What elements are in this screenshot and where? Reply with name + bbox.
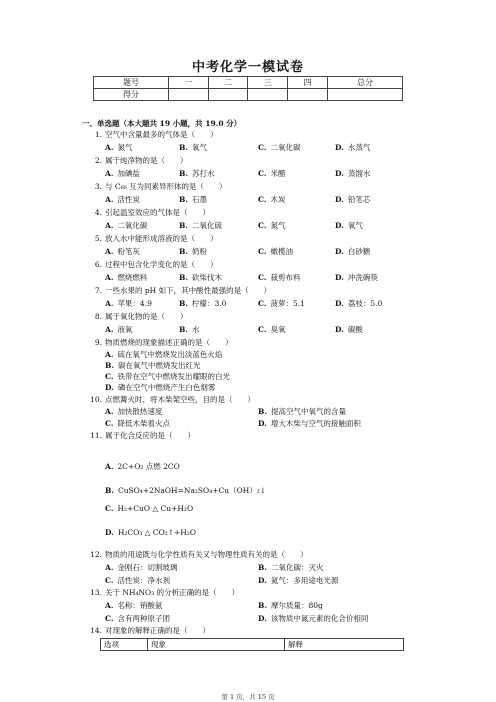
q2-option-c: C. 米醋 [258,169,286,178]
q14-header-cell: 选项 [101,639,148,651]
q11-option-d: D. H₂CO₃ △ CO₂↑+H₂O [105,528,196,537]
q5-option-d: D. 白砂糖 [335,247,371,256]
q6-option-b: B. 砍柴伐木 [179,273,222,282]
q14-header-cell: 现象 [148,639,285,651]
score-row-label: 得分 [94,89,169,101]
score-table [93,76,403,101]
question-2: 2. 属于纯净物的是（ ） [94,156,188,165]
score-cell [327,89,402,101]
q1-option-a: A. 氮气 [105,143,133,152]
q6-option-c: C. 裁剪布料 [258,273,301,282]
question-11: 11. 属于化合反应的是（ ） [90,431,195,440]
q9-option-a: A. 硫在氧气中燃烧发出淡蓝色火焰 [105,350,223,359]
score-header-cell: 三 [248,77,288,89]
question-3: 3. 与 C₆₀ 互为同素异形体的是（ ） [94,182,227,191]
q7-option-a: A. 苹果：4.9 [105,299,152,308]
score-cell [248,89,288,101]
q6-option-a: A. 燃烧燃料 [105,273,148,282]
question-12: 12. 物质的用途既与化学性质有关又与物理性质有关的是（ ） [90,550,308,559]
score-table-score-row [94,89,403,101]
q14-table [100,638,404,651]
q4-option-b: B. 二氧化硫 [179,221,222,230]
q1-option-b: B. 氧气 [179,143,207,152]
q5-option-a: A. 粉笔灰 [105,247,140,256]
score-table-header-row [94,77,403,89]
q2-option-a: A. 加碘盐 [105,169,140,178]
q4-option-c: C. 氮气 [258,221,286,230]
question-13: 13. 关于 NH₄NO₃ 的分析正确的是（ ） [90,588,240,597]
q9-option-b: B. 碳在氧气中燃烧发出红光 [105,361,201,370]
q5-option-c: C. 橄榄油 [258,247,293,256]
q11-option-a: A. 2C+O₂ 点燃 2CO [105,462,180,471]
question-1: 1. 空气中含量最多的气体是（ ） [94,130,218,139]
q14-header-row [101,639,404,651]
question-6: 6. 过程中包含化学变化的是（ ） [94,260,218,269]
q10-option-c: C. 降低木柴着火点 [105,419,170,428]
q1-option-d: D. 水蒸气 [335,143,371,152]
q13-option-d: D. 该物质中氮元素的化合价相同 [258,614,369,623]
score-cell [288,89,328,101]
q8-option-d: D. 碳酸 [335,325,363,334]
q13-option-b: B. 摩尔质量：80g [258,601,323,610]
q11-option-c: C. H₂+CuO △ Cu+H₂O [105,504,194,513]
q10-option-a: A. 加快散热速度 [105,407,163,416]
q7-option-d: D. 荔枝：5.0 [335,299,383,308]
q10-option-d: D. 增大木柴与空气的接触面积 [258,419,361,428]
q1-option-c: C. 二氧化碳 [258,143,301,152]
score-header-cell: 总分 [327,77,402,89]
q8-option-b: B. 水 [179,325,200,334]
question-10: 10. 点燃篝火时，将木柴架空些，目的是（ ） [90,395,255,404]
q12-option-c: C. 活性炭：净水剂 [105,576,170,585]
q2-option-b: B. 苏打水 [179,169,215,178]
q5-option-b: B. 奶粉 [179,247,207,256]
q4-option-d: D. 氧气 [335,221,363,230]
page-footer: 第 1 页，共 15 页 [221,693,275,701]
question-5: 5. 放入水中能形成溶液的是（ ） [94,234,218,243]
q9-option-d: D. 磷在空气中燃烧产生白色烟雾 [105,383,216,392]
q10-option-b: B. 提高空气中氧气的含量 [258,407,346,416]
q14-header-cell: 解释 [285,639,404,651]
question-14: 14. 对现象的解释正确的是（ ） [90,626,210,635]
q7-option-c: C. 菠萝：5.1 [258,299,305,308]
score-header-cell: 一 [169,77,209,89]
score-header-cell: 四 [288,77,328,89]
q3-option-a: A. 活性炭 [105,195,140,204]
q11-option-b: B. CuSO₄+2NaOH=Na₂SO₄+Cu（OH）₂↓ [105,486,267,495]
q13-option-a: A. 名称：销酸氨 [105,601,163,610]
q6-option-d: D. 冲洗碗筷 [335,273,378,282]
q8-option-a: A. 液氧 [105,325,133,334]
q7-option-b: B. 柠檬：3.0 [179,299,227,308]
q13-option-c: C. 含有两种原子团 [105,614,170,623]
q8-option-c: C. 臭氧 [258,325,286,334]
question-9: 9. 物质燃烧的现象描述正确的是（ ） [94,338,233,347]
q3-option-d: D. 铅笔芯 [335,195,371,204]
score-header-cell: 题号 [94,77,169,89]
q9-option-c: C. 铁带在空气中燃烧发出耀眼的白光 [105,372,230,381]
score-cell [208,89,248,101]
q3-option-c: C. 木炭 [258,195,286,204]
question-7: 7. 一些水果的 pH 如下，其中酸性最强的是（ ） [94,286,272,295]
q12-option-b: B. 二氧化碳：灭火 [258,563,324,572]
score-cell [169,89,209,101]
page-title: 中考化学一模试卷 [191,60,304,75]
q4-option-a: A. 二氧化碳 [105,221,148,230]
q2-option-d: D. 蒸馏水 [335,169,371,178]
q12-option-a: A. 金刚石：切割玻璃 [105,563,178,572]
section-heading: 一、单选题（本大题共 19 小题，共 19.0 分） [82,119,242,128]
question-4: 4. 引起温室效应的气体是（ ） [94,208,210,217]
score-header-cell: 二 [208,77,248,89]
q3-option-b: B. 石墨 [179,195,207,204]
q12-option-d: D. 氦气：多用途电光源 [258,576,339,585]
question-8: 8. 属于氧化物的是（ ） [94,312,188,321]
